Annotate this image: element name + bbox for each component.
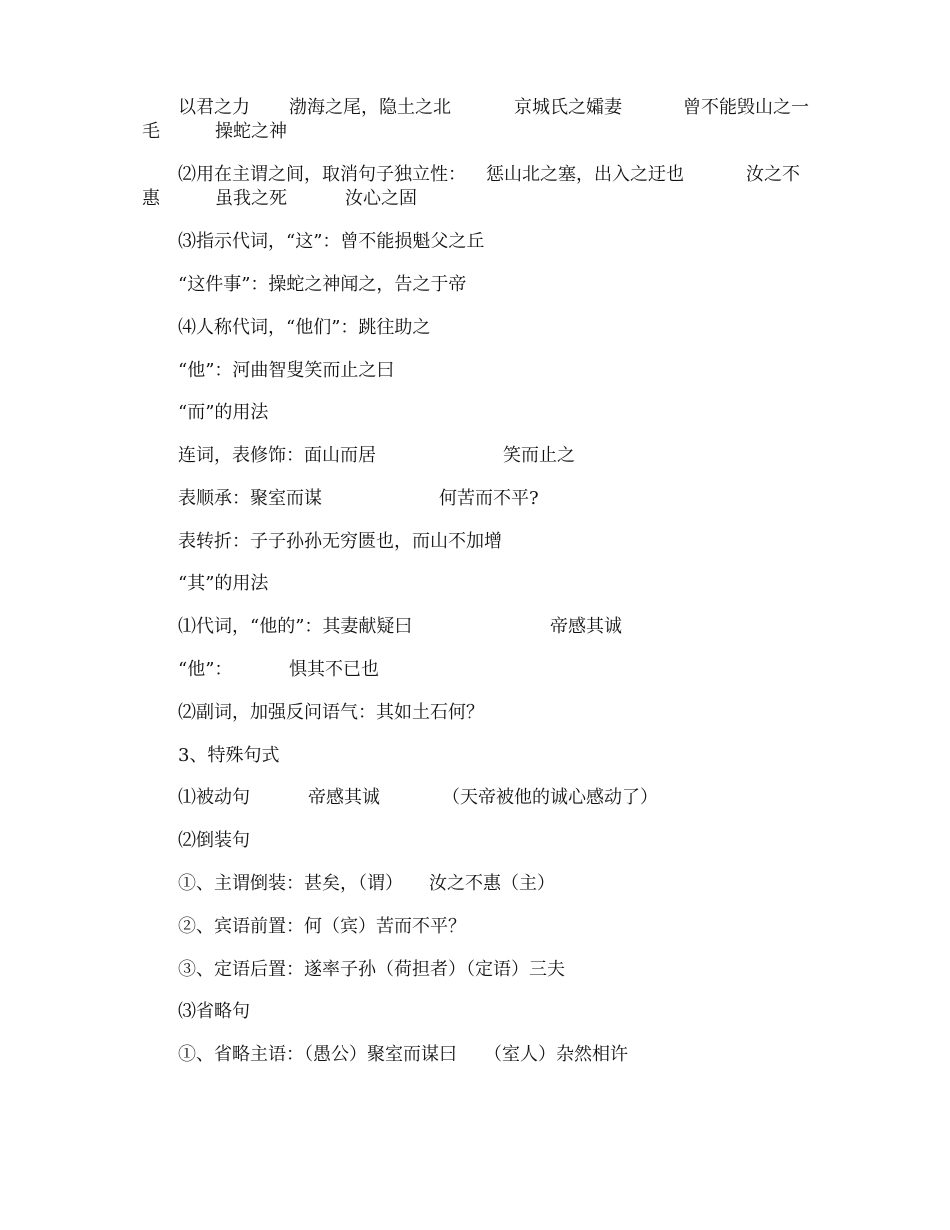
- text-segment: “他”：河曲智叟笑而止之曰: [178, 360, 395, 381]
- text-segment: 帝感其诚: [308, 787, 380, 808]
- section-heading: [0, 741, 950, 771]
- text-line: [0, 313, 950, 343]
- text-line: [0, 955, 950, 985]
- text-segment: ⑵副词，加强反问语气：其如土石何？: [178, 702, 484, 723]
- section-heading: [0, 398, 950, 428]
- text-line: [0, 869, 950, 899]
- text-segment: ③、定语后置：遂率子孙（荷担者）（定语）三夫: [178, 959, 565, 980]
- text-line: [0, 1040, 950, 1070]
- text-segment: 笑而止之: [503, 445, 575, 466]
- text-line: [0, 912, 950, 942]
- text-line: [0, 484, 950, 514]
- text-segment: 表转折：子子孙孙无穷匮也，而山不加增: [178, 531, 502, 552]
- text-segment: 渤海之尾，隐土之北: [289, 97, 451, 118]
- text-line: [0, 270, 950, 300]
- text-segment: 表顺承：聚室而谋: [178, 488, 322, 509]
- text-line: [0, 612, 950, 642]
- text-segment: 惧其不已也: [289, 659, 379, 680]
- text-line: [0, 655, 950, 685]
- text-segment: 何苦而不平?: [439, 488, 539, 509]
- text-segment: 惩山北之塞，出入之迂也: [486, 164, 684, 185]
- text-segment: ⑴代词，“他的”：其妻献疑曰: [178, 616, 413, 637]
- text-segment: ⑴被动句: [178, 787, 250, 808]
- text-line: [0, 783, 950, 813]
- text-segment: “而”的用法: [178, 402, 269, 423]
- text-line: [0, 356, 950, 386]
- text-segment: ⑶省略句: [178, 1001, 250, 1022]
- text-segment: 惠: [142, 188, 160, 209]
- text-segment: 曾不能毁山之一: [683, 97, 809, 118]
- text-line: [0, 184, 950, 214]
- text-line: [0, 227, 950, 257]
- text-line: [0, 527, 950, 557]
- text-segment: “他”：: [178, 659, 233, 680]
- text-line: [0, 997, 950, 1027]
- text-segment: 毛: [142, 121, 160, 142]
- text-segment: 汝之不: [746, 164, 800, 185]
- text-segment: 帝感其诚: [550, 616, 622, 637]
- text-segment: 以君之力: [178, 97, 250, 118]
- text-segment: ①、主谓倒装：甚矣，（谓）: [178, 873, 403, 894]
- text-segment: 汝心之固: [345, 188, 417, 209]
- text-segment: ①、省略主语：（愚公）聚室而谋曰: [178, 1044, 457, 1065]
- text-segment: （室人）杂然相许: [484, 1044, 628, 1065]
- text-segment: ⑵倒装句: [178, 830, 250, 851]
- text-segment: 京城氏之孀妻: [514, 97, 622, 118]
- text-segment: 连词，表修饰：面山而居: [178, 445, 376, 466]
- text-segment: 虽我之死: [215, 188, 287, 209]
- text-line: [0, 826, 950, 856]
- text-line: [0, 698, 950, 728]
- text-segment: （天帝被他的诚心感动了）: [442, 787, 658, 808]
- text-segment: 3、特殊句式: [178, 745, 280, 766]
- text-segment: ⑵用在主谓之间，取消句子独立性：: [178, 164, 466, 185]
- section-heading: [0, 569, 950, 599]
- text-segment: 汝之不惠（主）: [429, 873, 555, 894]
- text-segment: “其”的用法: [178, 573, 269, 594]
- text-segment: 操蛇之神: [215, 121, 287, 142]
- text-segment: ②、宾语前置：何（宾）苦而不平？: [178, 916, 466, 937]
- text-line: [0, 441, 950, 471]
- text-line: [0, 117, 950, 147]
- text-segment: ⑶指示代词，“这”：曾不能损魁父之丘: [178, 231, 485, 252]
- text-segment: “这件事”：操蛇之神闻之，告之于帝: [178, 274, 467, 295]
- text-segment: ⑷人称代词，“他们”：跳往助之: [178, 317, 431, 338]
